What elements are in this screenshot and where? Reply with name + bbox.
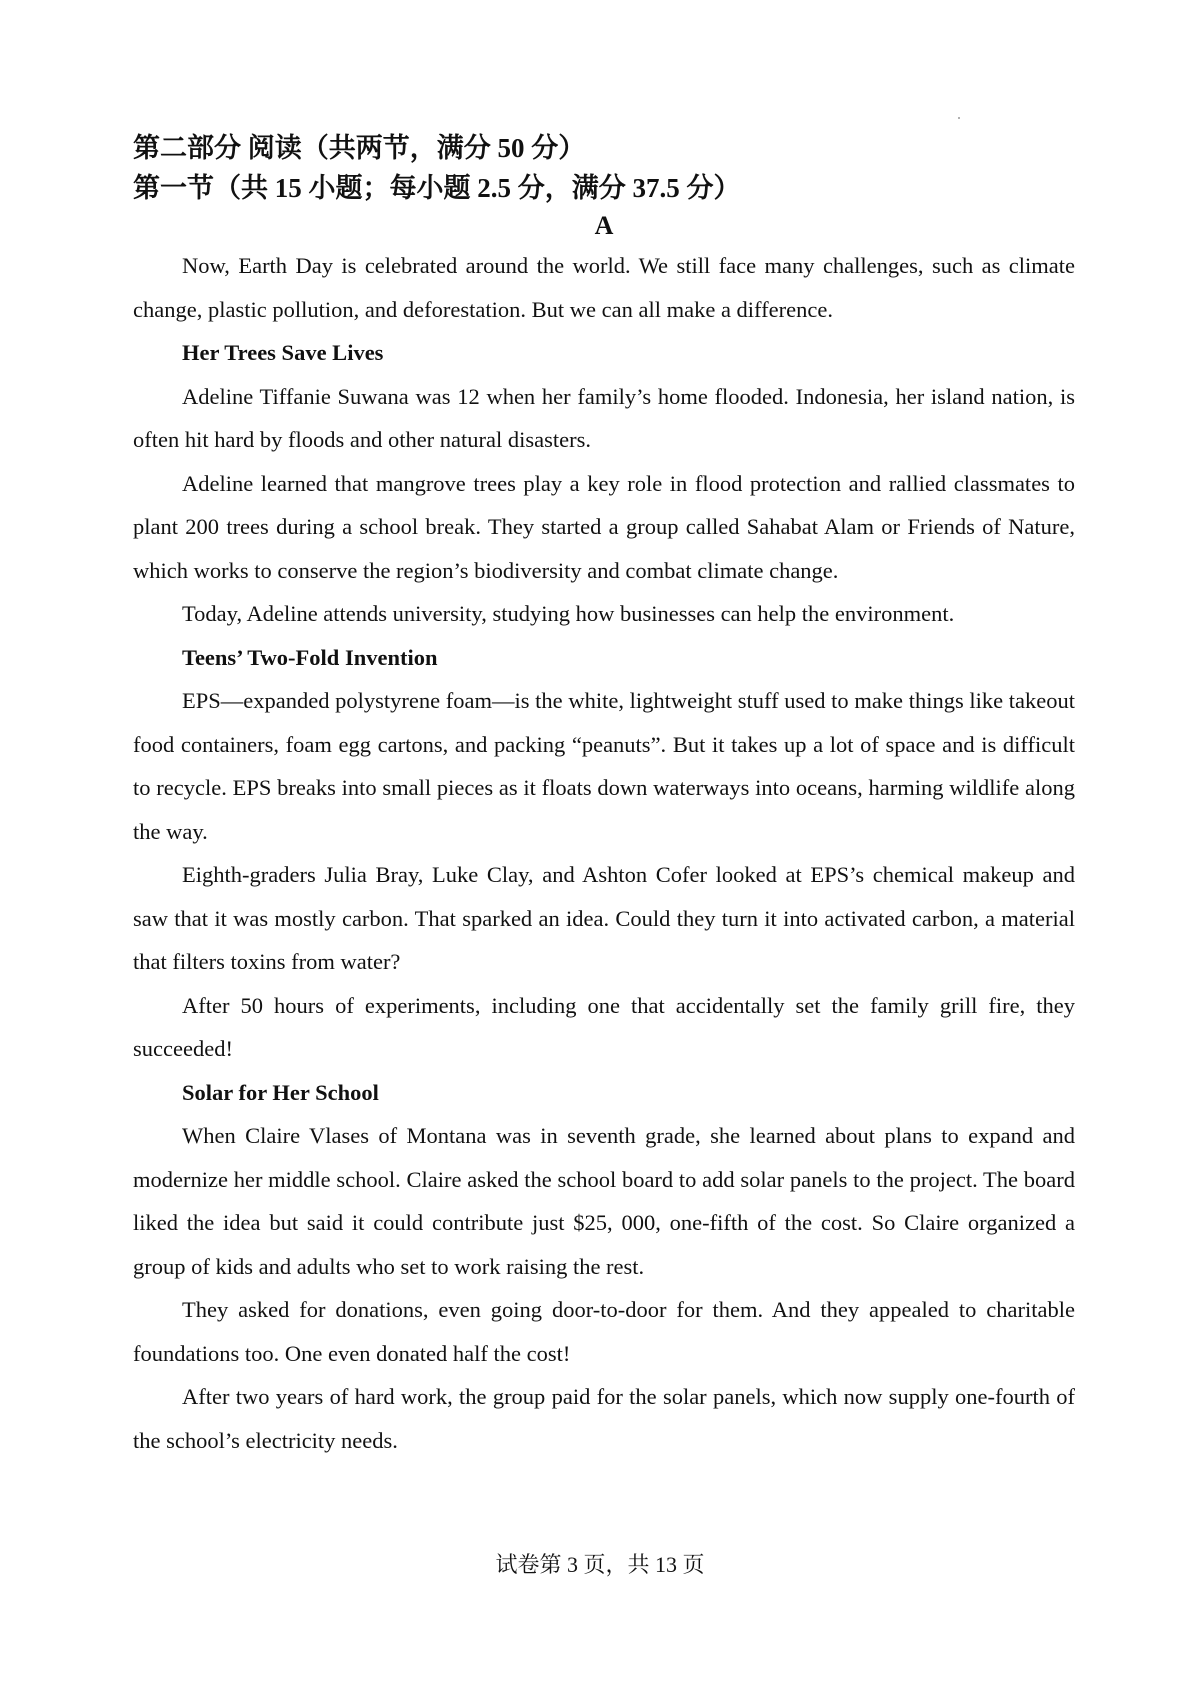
story-paragraph: Eighth-graders Julia Bray, Luke Clay, and Ashton Cofer looked at EPS’s chemical makeup and saw that it was mostly carbon. That sparked an idea. Could they turn it into activated carbon, a material that filters toxins from water? <box>133 862 1075 974</box>
passage-label: A <box>594 211 614 240</box>
story-paragraph: Adeline Tiffanie Suwana was 12 when her family’s home flooded. Indonesia, her island nation, is often hit hard by floods and other natural disasters. <box>133 383 1075 452</box>
story-paragraph: Today, Adeline attends university, studying how businesses can help the environment. <box>182 601 955 626</box>
story-paragraph: They asked for donations, even going door-to-door for them. And they appealed to charitable foundations too. One even donated half the cost! <box>133 1297 1075 1366</box>
story-paragraph: When Claire Vlases of Montana was in seventh grade, she learned about plans to expand and modernize her middle school. Claire asked the school board to add solar panels to the project. The board liked the idea but said it could contribute just $25, 000, one-fifth of the cost. So Claire organized a group of kids and adults who set to work raising the rest. <box>133 1123 1075 1279</box>
scan-speck <box>958 117 960 119</box>
story-paragraph: EPS—expanded polystyrene foam—is the white, lightweight stuff used to make things like takeout food containers, foam egg cartons, and packing “peanuts”. But it takes up a lot of space and is difficult to recycle. EPS breaks into small pieces as it floats down waterways into oceans, harming wildlife along the way. <box>133 688 1075 844</box>
reading-section <box>133 128 1075 1462</box>
part-title: 第二部分 阅读（共两节，满分 50 分） <box>133 133 586 163</box>
story-paragraph: Adeline learned that mangrove trees play a key role in flood protection and rallied classmates to plant 200 trees during a school break. They started a group called Sahabat Alam or Friends of Nature, which works to conserve the region’s biodiversity and combat climate change. <box>133 470 1075 583</box>
page-footer: 试卷第 3 页，共 13 页 <box>495 1552 705 1577</box>
subsection-title: 第一节（共 15 小题；每小题 2.5 分，满分 37.5 分） <box>133 173 741 203</box>
story-heading-solar: Solar for Her School <box>182 1079 379 1105</box>
story-paragraph: After 50 hours of experiments, including one that accidentally set the family grill fire, they succeeded! <box>133 992 1075 1061</box>
intro-paragraph: Now, Earth Day is celebrated around the world. We still face many challenges, such as climate change, plastic pollution, and deforestation. But we can all make a difference. <box>133 253 1075 322</box>
story-paragraph: After two years of hard work, the group paid for the solar panels, which now supply one-fourth of the school’s electricity needs. <box>133 1384 1075 1453</box>
story-heading-invention: Teens’ Two-Fold Invention <box>182 644 438 670</box>
story-heading-trees: Her Trees Save Lives <box>182 340 384 365</box>
